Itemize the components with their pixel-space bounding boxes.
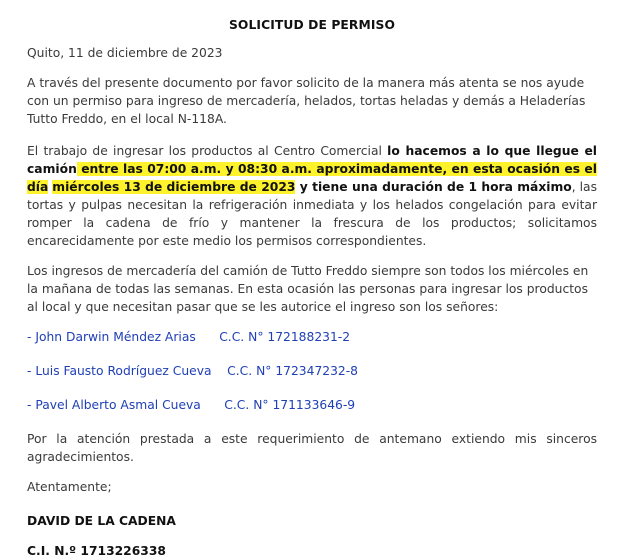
person-name: - Pavel Alberto Asmal Cueva — [27, 398, 201, 412]
intro-paragraph: A través del presente documento por favor solicito de la manera más atenta se nos ayude con un permiso para ingreso de mercadería, helados, tortas heladas y demás a Heladerías Tutto Freddo, en el local N-118A. — [27, 76, 586, 126]
schedule-highlight-1: entre las 07:00 a.m. y 08:30 a.m. aproximadamente, en esta ocasión es el día — [27, 162, 597, 194]
document-title: SOLICITUD DE PERMISO — [228, 18, 396, 32]
schedule-text-rest: , las tortas y pulpas necesitan la refrigeración inmediata y los helados congelación para evitar romper la cadena de frío y mantener la frescura de los productos; solicitamos encarecidamente por este medio los permisos correspondientes. — [27, 180, 597, 248]
person-row — [27, 328, 597, 346]
schedule-highlight-2: miércoles 13 de diciembre de 2023 — [52, 180, 296, 194]
person-id: C.C. N° 171133646-9 — [224, 398, 356, 412]
document-page — [27, 18, 597, 560]
person-row — [27, 362, 597, 380]
personnel-paragraph: Los ingresos de mercadería del camión de Tutto Freddo siempre son todos los miércoles en la mañana de todas las semanas. En esta ocasión las personas para ingresar los productos al local y que necesitan pasar que se les autorice el ingreso son los señores: — [27, 264, 589, 314]
person-name: - Luis Fausto Rodríguez Cueva — [27, 364, 212, 378]
date-line: Quito, 11 de diciembre de 2023 — [27, 46, 223, 60]
person-name: - John Darwin Méndez Arias — [27, 330, 196, 344]
person-id: C.C. N° 172188231-2 — [219, 330, 351, 344]
schedule-text-bold: lo hacemos a lo que llegue el camión — [27, 144, 597, 176]
person-row — [27, 396, 597, 414]
schedule-text-1: El trabajo de ingresar los productos al Centro Comercial — [27, 144, 388, 158]
schedule-duration: y tiene una duración de 1 hora máximo — [295, 180, 572, 194]
signer-name: DAVID DE LA CADENA — [27, 514, 176, 528]
person-id: C.C. N° 172347232-8 — [227, 364, 359, 378]
schedule-paragraph — [27, 142, 597, 250]
salutation: Atentamente; — [27, 480, 112, 494]
signer-id: C.I. N.º 1713226338 — [27, 544, 166, 558]
thanks-paragraph: Por la atención prestada a este requerimiento de antemano extiendo mis sinceros agradecimientos. — [27, 432, 597, 464]
